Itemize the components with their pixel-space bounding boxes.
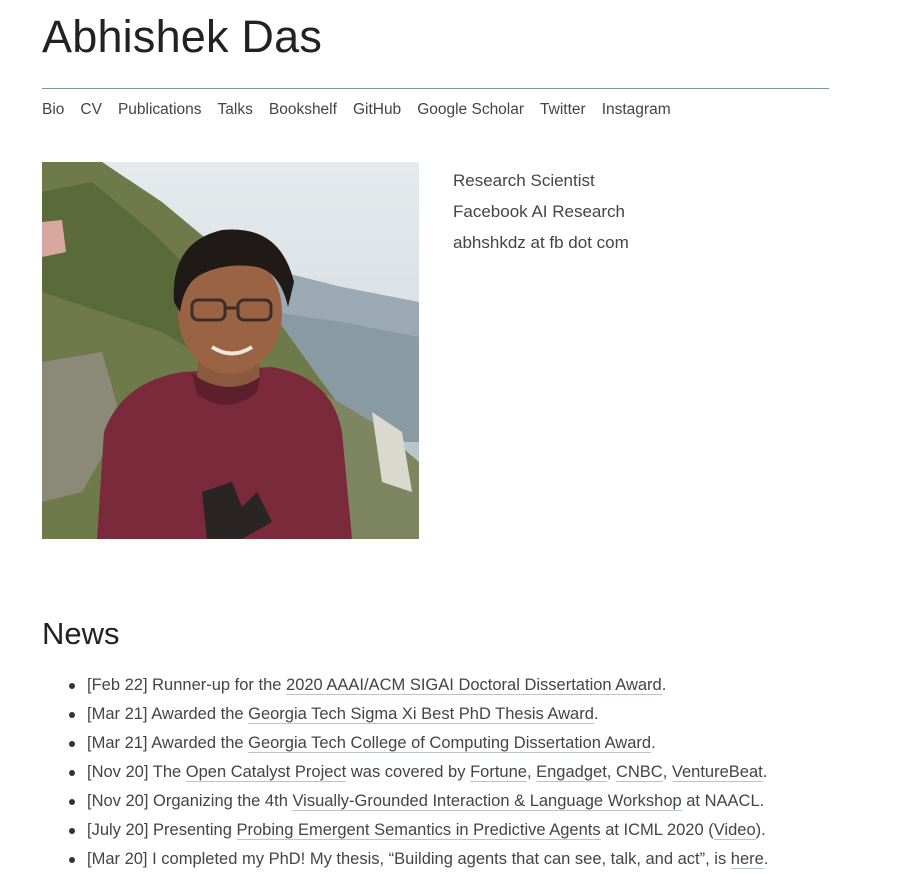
news-text: .: [661, 676, 667, 694]
news-link-engadget[interactable]: Engadget: [536, 763, 607, 781]
news-text: ,: [662, 763, 672, 781]
news-link-probing-paper[interactable]: Probing Emergent Semantics in Predictive Agents: [236, 821, 601, 839]
news-item: [87, 700, 768, 729]
news-item: [87, 816, 768, 845]
nav-instagram[interactable]: Instagram: [601, 101, 671, 118]
news-text: ,: [526, 763, 537, 781]
news-text: [Mar 21] Awarded the: [87, 734, 249, 752]
nav-google-scholar[interactable]: Google Scholar: [417, 101, 525, 118]
title-divider: [42, 88, 829, 89]
organization: Facebook AI Research: [453, 202, 625, 221]
news-link-vigil-workshop[interactable]: Visually-Grounded Interaction & Language Workshop: [292, 792, 682, 810]
news-item: [87, 787, 768, 816]
news-link-open-catalyst[interactable]: Open Catalyst Project: [185, 763, 347, 781]
news-text: at ICML 2020 (: [600, 821, 714, 839]
news-link-thesis[interactable]: here: [730, 850, 764, 868]
news-item: [87, 758, 768, 787]
nav-twitter[interactable]: Twitter: [540, 101, 586, 118]
news-text: ,: [606, 763, 616, 781]
news-link-venturebeat[interactable]: VentureBeat: [671, 763, 763, 781]
news-text: [Mar 21] Awarded the: [87, 705, 249, 723]
nav-bio[interactable]: Bio: [42, 101, 65, 118]
news-text: [Nov 20] Organizing the 4th: [87, 792, 293, 810]
nav-github[interactable]: GitHub: [352, 101, 402, 118]
nav-publications[interactable]: Publications: [117, 101, 202, 118]
email-text: abhshkdz at fb dot com: [453, 233, 629, 252]
news-text: at NAACL.: [681, 792, 765, 810]
news-link-sigai-award[interactable]: 2020 AAAI/ACM SIGAI Doctoral Dissertation Award: [286, 676, 662, 694]
news-heading: News: [42, 616, 120, 651]
news-link-video[interactable]: Video: [713, 821, 756, 839]
news-text: .: [593, 705, 599, 723]
news-item: [87, 671, 768, 700]
news-link-sigma-xi-award[interactable]: Georgia Tech Sigma Xi Best PhD Thesis Award: [248, 705, 594, 723]
news-link-coc-award[interactable]: Georgia Tech College of Computing Dissertation Award: [248, 734, 652, 752]
news-text: [Feb 22] Runner-up for the: [87, 676, 287, 694]
nav-bookshelf[interactable]: Bookshelf: [268, 101, 337, 118]
news-text: .: [762, 763, 768, 781]
news-list: [42, 671, 768, 874]
news-text: [July 20] Presenting: [87, 821, 237, 839]
news-text: was covered by: [346, 763, 471, 781]
news-text: .: [651, 734, 656, 752]
site-title: Abhishek Das: [42, 11, 323, 62]
news-link-cnbc[interactable]: CNBC: [615, 763, 663, 781]
job-title: Research Scientist: [453, 171, 595, 190]
profile-photo: [42, 162, 419, 539]
news-item: [87, 729, 768, 758]
news-text: .: [763, 850, 769, 868]
news-link-fortune[interactable]: Fortune: [470, 763, 527, 781]
nav-talks[interactable]: Talks: [217, 101, 253, 118]
news-text: ).: [755, 821, 766, 839]
contact-info: [453, 165, 629, 258]
news-item: [87, 845, 768, 874]
news-text: [Mar 20] I completed my PhD! My thesis, “Building agents that can see, talk, and act”, is: [87, 850, 731, 868]
news-text: [Nov 20] The: [87, 763, 186, 781]
nav-cv[interactable]: CV: [80, 101, 102, 118]
main-nav: [42, 101, 671, 123]
